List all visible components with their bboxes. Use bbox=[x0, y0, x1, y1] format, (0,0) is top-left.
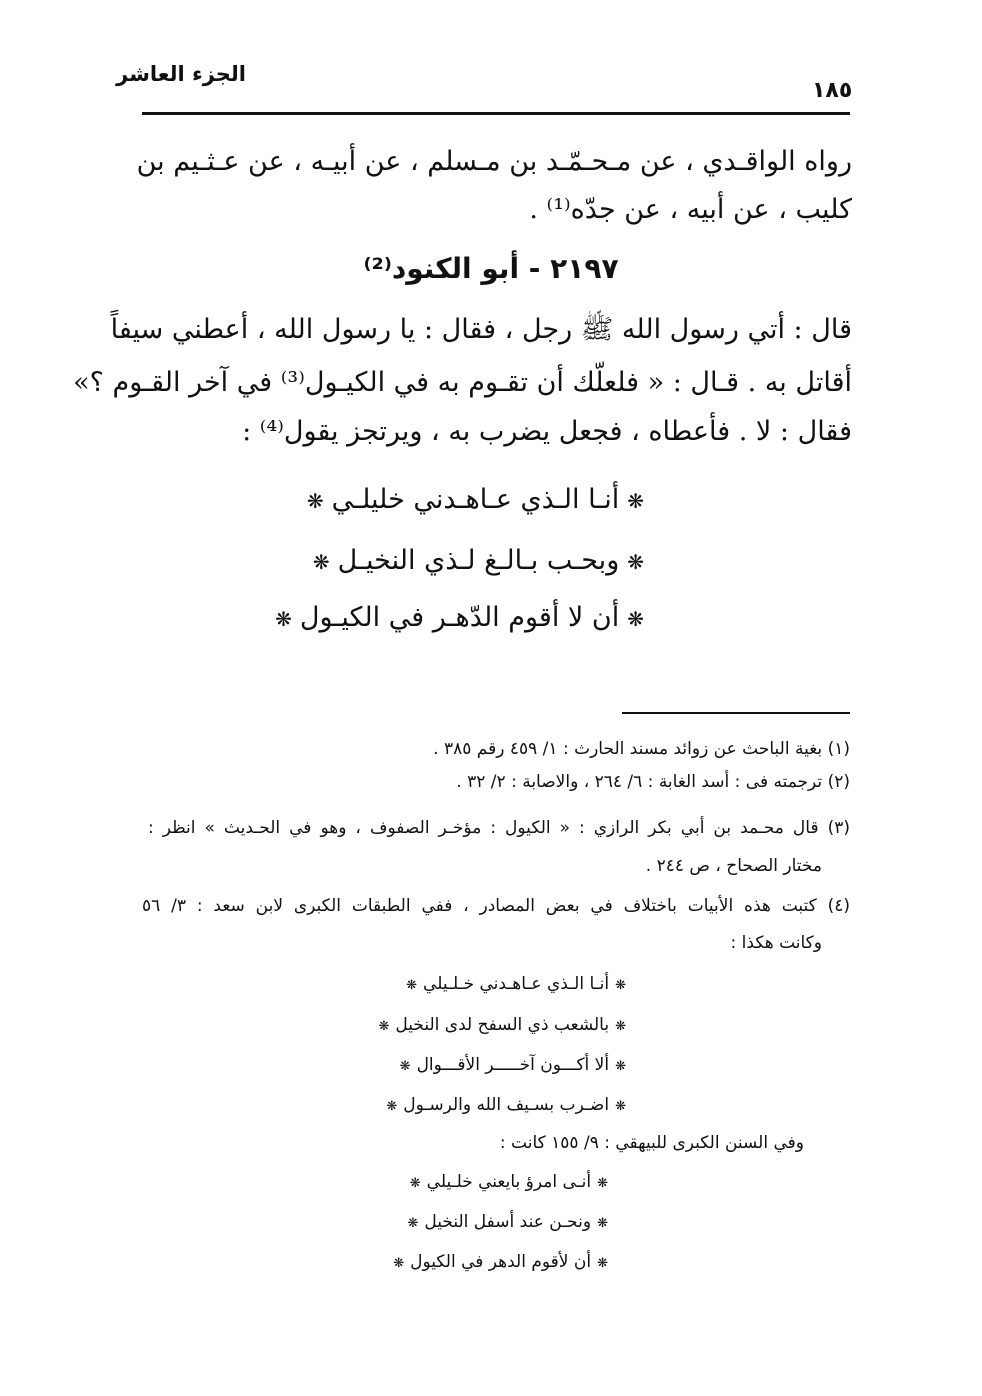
footnote: (١) بغية الباحث عن زوائد مسند الحارث : ١/ ٤٥٩ رقم ٣٨٥ . bbox=[433, 739, 850, 759]
verse-line bbox=[267, 602, 652, 633]
footnote-verse bbox=[400, 974, 632, 994]
verse-text: أنـى امرؤ بايعني خلـيلي bbox=[426, 1172, 592, 1192]
footnote-separator bbox=[622, 712, 850, 714]
asterism-icon: ❋ bbox=[399, 1059, 411, 1074]
asterism-icon: ❋ bbox=[615, 1059, 626, 1074]
asterism-icon: ❋ bbox=[409, 1176, 421, 1191]
footnote-verse bbox=[404, 1172, 614, 1192]
asterism-icon: ❋ bbox=[597, 1256, 608, 1271]
asterism-icon: ❋ bbox=[615, 978, 626, 993]
asterism-icon: ❋ bbox=[386, 1099, 398, 1114]
body-line: رواه الواقـدي ، عن مـحـمّـد بن مـسلم ، عن أبيـه ، عن عـثـيم بن bbox=[136, 146, 852, 177]
verse-text: ونحـن عند أسفل النخيل bbox=[424, 1212, 592, 1232]
asterism-icon: ❋ bbox=[597, 1176, 608, 1191]
verse-text: اضـرب بسـيف الله والرسـول bbox=[403, 1095, 610, 1115]
verse-text: ألا أكـــون آخـــــر الأقـــوال bbox=[416, 1055, 610, 1075]
footnote-verse bbox=[380, 1095, 632, 1115]
footnote-continuation: مختار الصحاح ، ص ٢٤٤ . bbox=[645, 856, 822, 876]
asterism-icon: ❋ bbox=[312, 549, 330, 574]
asterism-icon: ❋ bbox=[627, 488, 644, 513]
verse-line bbox=[299, 484, 652, 515]
body-line: كليب ، عن أبيه ، عن جدّه⁽¹⁾ . bbox=[529, 194, 852, 225]
asterism-icon: ❋ bbox=[275, 606, 292, 631]
verse-text: أن لا أقوم الدّهـر في الكيـول bbox=[299, 602, 620, 633]
verse-text: وبحـب بـالـغ لـذي النخيـل bbox=[337, 545, 620, 576]
verse-text: أن لأقوم الدهر في الكيول bbox=[410, 1252, 592, 1272]
page-number: ١٨٥ bbox=[812, 78, 853, 103]
asterism-icon: ❋ bbox=[378, 1019, 390, 1034]
asterism-icon: ❋ bbox=[627, 606, 644, 631]
verse-text: أنـا الـذي عـاهـدني خليلـي bbox=[331, 484, 620, 515]
footnote: (٣) قال محـمد بن أبي بكر الرازي : « الكيول : مؤخـر الصفوف ، وهو في الحـديث » انظر : bbox=[148, 818, 850, 838]
body-line: فقال : لا . فأعطاه ، فجعل يضرب به ، ويرتجز يقول⁽⁴⁾ : bbox=[242, 416, 852, 447]
footnote-verse bbox=[372, 1015, 632, 1035]
footnote-verse bbox=[394, 1055, 632, 1075]
header-rule bbox=[142, 112, 850, 115]
asterism-icon: ❋ bbox=[615, 1099, 626, 1114]
body-line: قال : أتي رسول الله ﷺ رجل ، فقال : يا رسول الله ، أعطني سيفاً bbox=[110, 314, 852, 345]
footnote: (٤) كتبت هذه الأبيات باختلاف في بعض المصادر ، ففي الطبقات الكبرى لابن سعد : ٣/ ٥٦ bbox=[142, 896, 851, 916]
running-header: الجزء العاشر bbox=[116, 62, 246, 86]
asterism-icon: ❋ bbox=[406, 978, 418, 993]
asterism-icon: ❋ bbox=[597, 1216, 608, 1231]
asterism-icon: ❋ bbox=[393, 1256, 405, 1271]
asterism-icon: ❋ bbox=[306, 488, 324, 513]
entry-heading: ٢١٩٧ - أبو الكنود⁽²⁾ bbox=[363, 252, 619, 285]
body-line: أقاتل به . قـال : « فلعلّك أن تقـوم به في الكيـول⁽³⁾ في آخر القـوم ؟» bbox=[73, 367, 852, 398]
footnote-verse bbox=[387, 1252, 614, 1272]
footnote: (٢) ترجمته فى : أسد الغابة : ٦/ ٢٦٤ ، والاصابة : ٢/ ٣٢ . bbox=[456, 772, 850, 792]
verse-text: أنـا الـذي عـاهـدني خـلـيلي bbox=[423, 974, 610, 994]
footnote-continuation: وفي السنن الكبرى للبيهقي : ٩/ ١٥٥ كانت : bbox=[499, 1133, 804, 1153]
asterism-icon: ❋ bbox=[627, 549, 644, 574]
footnote-verse bbox=[401, 1212, 614, 1232]
footnote-continuation: وكانت هكذا : bbox=[730, 933, 822, 953]
asterism-icon: ❋ bbox=[615, 1019, 626, 1034]
verse-text: بالشعب ذي السفح لدى النخيل bbox=[395, 1015, 610, 1035]
verse-line bbox=[305, 545, 652, 576]
asterism-icon: ❋ bbox=[407, 1216, 419, 1231]
